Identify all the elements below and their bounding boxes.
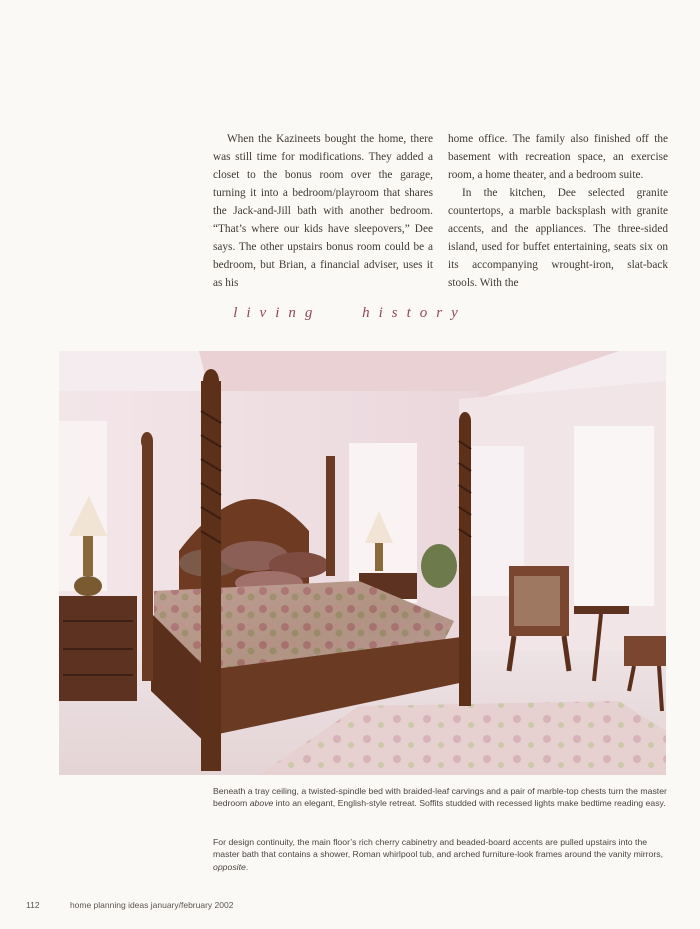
caption-text: Beneath a tray ceiling, a twisted-spindle bed with braided-leaf carvings and a pair of marble-top chests turn the master bedroom xyxy=(213,786,667,809)
section-heading xyxy=(0,305,700,322)
photo-caption xyxy=(213,785,668,810)
caption-emphasis: opposite xyxy=(213,861,246,872)
article-column-right xyxy=(448,130,668,292)
caption-text: . xyxy=(245,861,249,872)
article-paragraph: home office. The family also finished off the basement with recreation space, an exercise room, a home theater, and a bedroom suite. xyxy=(448,133,668,181)
article-column-left xyxy=(213,130,433,292)
article-paragraph: In the kitchen, Dee selected granite countertops, a marble backsplash with granite accents, and the appliances. The three-sided island, used for buffet entertaining, seats six on its accompanying wrought-iron, slat-back stools. With the xyxy=(448,187,668,289)
publication-line: home planning ideas january/february 2002 xyxy=(69,900,234,910)
bedroom-photo xyxy=(59,351,666,775)
article-paragraph: When the Kazineets bought the home, there was still time for modifications. They added a closet to the bonus room over the garage, turning it into a bedroom/playroom that shares the Jack-and-Jill bath with another bedroom. “That’s where our kids have sleepovers,” Dee says. The other upstairs bonus room could be a bedroom, but Brian, a financial adviser, uses it as his xyxy=(213,133,433,289)
photo-caption xyxy=(213,836,668,873)
caption-text: For design continuity, the main floor’s rich cherry cabinetry and beaded-board accents are pulled upstairs into the master bath that contains a shower, Roman whirlpool tub, and arched furniture-look frames around the vanity mirrors, xyxy=(213,837,664,860)
page-number: 112 xyxy=(26,900,40,910)
caption-emphasis: above xyxy=(249,798,274,809)
caption-text: into an elegant, English-style retreat. Soffits studded with recessed lights make bedtime reading easy. xyxy=(273,798,666,809)
section-heading-word: living xyxy=(233,305,322,321)
page-footer xyxy=(26,900,233,910)
section-heading-word: history xyxy=(362,305,467,321)
